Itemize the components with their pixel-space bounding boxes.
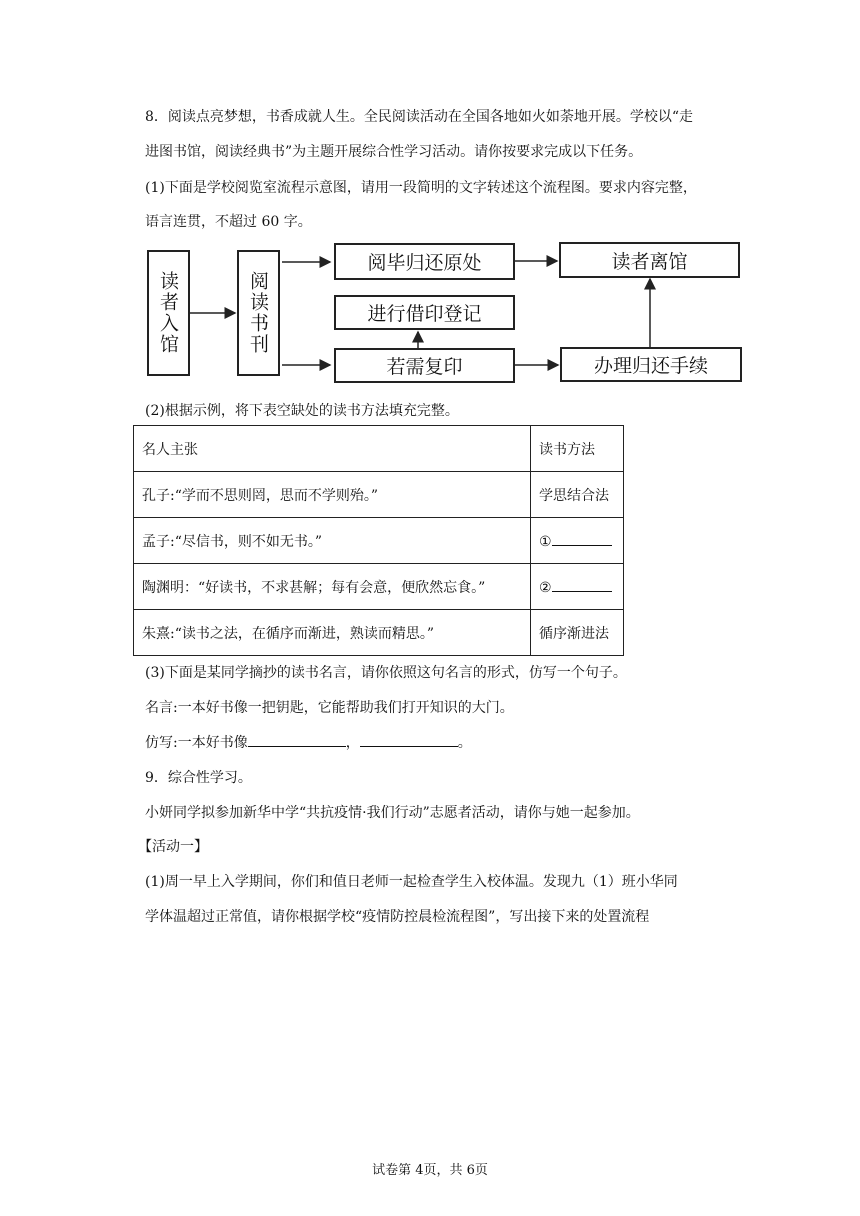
imitate-comma: ， xyxy=(345,735,360,751)
q8-line1: 8．阅读点亮梦想，书香成就人生。全民阅读活动在全国各地如火如荼地开展。学校以“走 xyxy=(145,109,694,125)
imitate-prefix: 仿写:一本好书像 xyxy=(145,735,248,751)
blank-label-1: ① xyxy=(539,534,552,550)
flow-box-return-origin: 阅毕归还原处 xyxy=(334,243,515,280)
answer-blank-1[interactable] xyxy=(552,531,612,546)
table-cell: 朱熹:“读书之法，在循序而渐进，熟读而精思。” xyxy=(134,610,531,656)
table-cell xyxy=(531,518,624,564)
table-cell: 学思结合法 xyxy=(531,472,624,518)
answer-blank-2[interactable] xyxy=(552,577,612,592)
q8-quote: 名言:一本好书像一把钥匙，它能帮助我们打开知识的大门。 xyxy=(145,700,514,716)
flow-box-return-proc: 办理归还手续 xyxy=(560,347,742,382)
imitate-period: 。 xyxy=(457,735,472,751)
table-cell: 陶渊明：“好读书，不求甚解；每有会意，便欣然忘食。” xyxy=(134,564,531,610)
table-cell: 循序渐进法 xyxy=(531,610,624,656)
imitate-blank-2[interactable] xyxy=(360,732,458,747)
q9-activity-heading: 【活动一】 xyxy=(138,839,208,855)
table-cell: 孔子:“学而不思则罔，思而不学则殆。” xyxy=(134,472,531,518)
flow-box-enter: 读者入馆 xyxy=(147,250,190,376)
q8-sub1-line1: (1)下面是学校阅览室流程示意图，请用一段简明的文字转述这个流程图。要求内容完整， xyxy=(145,180,697,196)
q9-title: 9．综合性学习。 xyxy=(145,770,252,786)
flow-box-read: 阅读书刊 xyxy=(237,250,280,376)
q9-intro: 小妍同学拟参加新华中学“共抗疫情·我们行动”志愿者活动，请你与她一起参加。 xyxy=(145,805,640,821)
table-row xyxy=(134,472,624,518)
q8-line2: 进图书馆，阅读经典书”为主题开展综合性学习活动。请你按要求完成以下任务。 xyxy=(145,144,643,160)
reading-room-flowchart xyxy=(140,236,760,386)
q8-sub2: (2)根据示例，将下表空缺处的读书方法填充完整。 xyxy=(145,403,459,419)
table-header-row xyxy=(134,426,624,472)
imitate-blank-1[interactable] xyxy=(248,732,346,747)
table-row xyxy=(134,610,624,656)
table-header-cell: 名人主张 xyxy=(134,426,531,472)
table-cell xyxy=(531,564,624,610)
q9-sub1-line1: (1)周一早上入学期间，你们和值日老师一起检查学生入校体温。发现九（1）班小华同 xyxy=(145,874,678,890)
reading-method-table xyxy=(133,425,624,656)
q8-sub3: (3)下面是某同学摘抄的读书名言，请你依照这句名言的形式，仿写一个句子。 xyxy=(145,665,627,681)
flow-box-copy: 若需复印 xyxy=(334,348,515,383)
flow-box-leave: 读者离馆 xyxy=(559,242,740,278)
table-header-cell: 读书方法 xyxy=(531,426,624,472)
table-cell: 孟子:“尽信书，则不如无书。” xyxy=(134,518,531,564)
table-row xyxy=(134,518,624,564)
flow-box-register: 进行借印登记 xyxy=(334,295,515,330)
q8-imitate xyxy=(145,732,472,752)
q9-sub1-line2: 学体温超过正常值，请你根据学校“疫情防控晨检流程图”，写出接下来的处置流程 xyxy=(145,909,650,925)
q8-sub1-line2: 语言连贯，不超过 60 字。 xyxy=(145,214,312,230)
table-row xyxy=(134,564,624,610)
blank-label-2: ② xyxy=(539,580,552,596)
page-footer: 试卷第 4页，共 6页 xyxy=(372,1163,488,1178)
